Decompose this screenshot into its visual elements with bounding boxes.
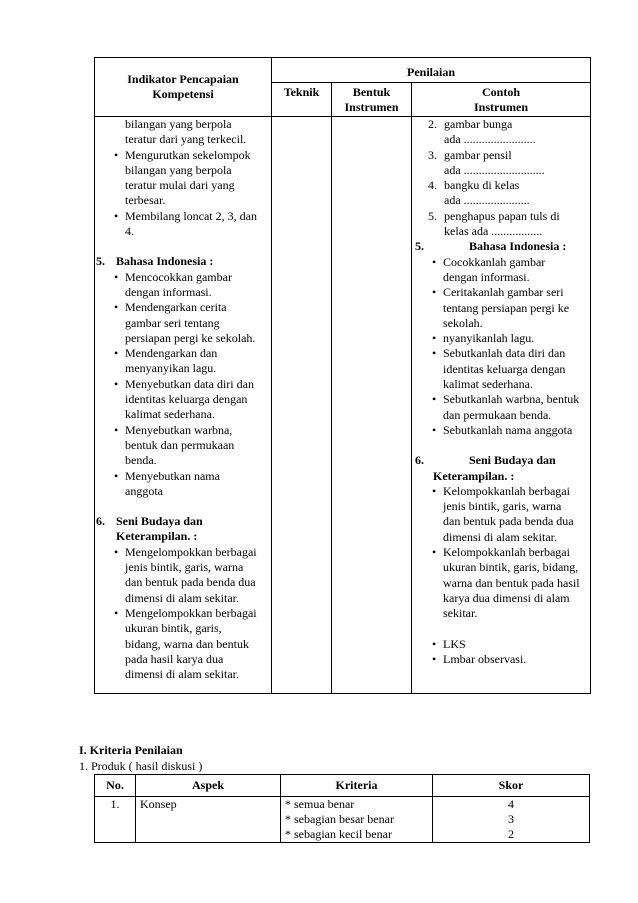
header-contoh-line2: Instrumen xyxy=(473,100,528,114)
indikator-continued xyxy=(96,117,271,148)
skor-value: 4 xyxy=(508,797,514,811)
list-item: • LKS xyxy=(443,637,590,652)
header-contoh-instrumen xyxy=(412,85,590,115)
col-header-no: No. xyxy=(106,778,124,792)
row-kriteria xyxy=(285,797,394,842)
kriteria-item: * sebagian besar benar xyxy=(285,812,394,826)
header-teknik: Teknik xyxy=(283,85,320,99)
col-divider-2 xyxy=(331,82,332,694)
list-item: 5. penghapus papan tuls di kelas ada ................. xyxy=(428,208,560,239)
list-item: • nyanyikanlah lagu. xyxy=(443,331,590,346)
row-skor xyxy=(433,797,589,842)
list-item: • Mengelompokkan berbagai ukuran bintik, garis, bidang, warna dan bentuk pada hasil karya dua dimensi di alam sekitar. xyxy=(125,606,271,682)
list-item: • Lmbar observasi. xyxy=(443,652,590,667)
list-item: • Menyebutkan data diri dan identitas keluarga dengan kalimat sederhana. xyxy=(125,377,271,423)
indikator-bullets-a xyxy=(96,148,271,240)
section-title: I. Kriteria Penilaian xyxy=(79,743,183,757)
kriteria-item: * sebagian kecil benar xyxy=(285,827,392,841)
contoh-bullets-6 xyxy=(413,484,590,667)
col-divider-1 xyxy=(271,57,272,694)
indikator-section-5-heading: 5. Bahasa Indonesia : xyxy=(96,254,214,269)
contoh-section-5-heading: 5. Bahasa Indonesia : xyxy=(415,239,567,254)
list-item: • Kelompokkanlah berbagai ukuran bintik, garis, bidang, warna dan bentuk pada hasil karya dua dimensi di alam sekitar. xyxy=(443,545,590,621)
text-line: teratur dari yang terkecil. xyxy=(125,132,247,147)
skor-value: 3 xyxy=(508,812,514,826)
header-indikator xyxy=(95,72,271,102)
skor-value: 2 xyxy=(508,827,514,841)
header-bentuk-line1: Bentuk xyxy=(352,85,391,99)
table2-border-top xyxy=(94,774,590,775)
list-item: • Mengelompokkan berbagai jenis bintik, garis, warna dan bentuk pada benda dua dimensi di alam sekitar. xyxy=(125,545,271,606)
contoh-numbered-list xyxy=(413,117,590,239)
col-header-skor: Skor xyxy=(498,778,524,792)
list-item: • Cocokkanlah gambar dengan informasi. xyxy=(443,255,590,286)
contoh-bullets-5 xyxy=(413,255,590,439)
header-bentuk-instrumen xyxy=(332,85,411,115)
header-penilaian: Penilaian xyxy=(406,65,455,79)
table2-border-bottom xyxy=(94,842,590,843)
indikator-cell xyxy=(96,117,271,682)
list-item: • Kelompokkanlah berbagai jenis bintik, garis, warna dan bentuk pada benda dua dimensi di alam sekitar. xyxy=(443,484,590,545)
list-item: • Menyebutkan nama anggota xyxy=(125,469,271,500)
list-item: 2. gambar bunga ada ........................ xyxy=(428,117,536,147)
list-item: • Sebutkanlah warbna, bentuk dan permukaan benda. xyxy=(443,392,590,423)
table-border-left xyxy=(94,57,95,694)
list-item: • Menyebutkan warbna, bentuk dan permukaan benda. xyxy=(125,423,271,469)
list-item: 4. bangku di kelas ada ...................... xyxy=(428,178,530,208)
table2-border-right xyxy=(589,774,590,843)
table-border-top xyxy=(94,57,591,58)
indikator-bullets-6 xyxy=(96,545,271,683)
penilaian-divider xyxy=(271,82,591,83)
kriteria-item: * semua benar xyxy=(285,797,355,811)
col-divider-3 xyxy=(411,82,412,694)
table-border-right xyxy=(590,57,591,694)
header-indikator-line2: Kompetensi xyxy=(152,87,214,101)
text-line: bilangan yang berpola xyxy=(125,117,232,131)
list-item: • Mendengarkan dan menyanyikan lagu. xyxy=(125,346,271,377)
section-subtitle: 1. Produk ( hasil diskusi ) xyxy=(79,759,203,773)
col-header-kriteria: Kriteria xyxy=(335,778,378,792)
header-contoh-line1: Contoh xyxy=(481,85,520,99)
list-item: • Ceritakanlah gambar seri tentang persiapan pergi ke sekolah. xyxy=(443,285,590,331)
col-header-aspek: Aspek xyxy=(191,778,224,792)
list-item: • Mendengarkan cerita gambar seri tentang persiapan pergi ke sekolah. xyxy=(125,300,271,346)
header-bentuk-line2: Instrumen xyxy=(344,100,399,114)
indikator-section-6-heading: 6. Seni Budaya dan Keterampilan. : xyxy=(96,514,203,544)
indikator-bullets-5 xyxy=(96,270,271,499)
list-item: • Mencocokkan gambar dengan informasi. xyxy=(125,270,271,301)
list-item: • Sebutkanlah data diri dan identitas keluarga dengan kalimat sederhana. xyxy=(443,346,590,392)
list-item: • Mengurutkan sekelompok bilangan yang berpola teratur mulai dari yang terbesar. xyxy=(125,148,271,209)
table-border-bottom xyxy=(94,693,591,694)
header-indikator-line1: Indikator Pencapaian xyxy=(127,72,239,86)
list-item: 3. gambar pensil ada ........................... xyxy=(428,147,545,177)
contoh-section-6-heading: 6. Seni Budaya dan Keterampilan. : xyxy=(415,453,556,483)
row-no: 1. xyxy=(110,797,120,811)
contoh-instrumen-cell xyxy=(413,117,590,667)
list-item: • Membilang loncat 2, 3, dan 4. xyxy=(125,209,271,240)
list-item: • Sebutkanlah nama anggota xyxy=(443,423,590,438)
row-aspek: Konsep xyxy=(140,797,177,811)
